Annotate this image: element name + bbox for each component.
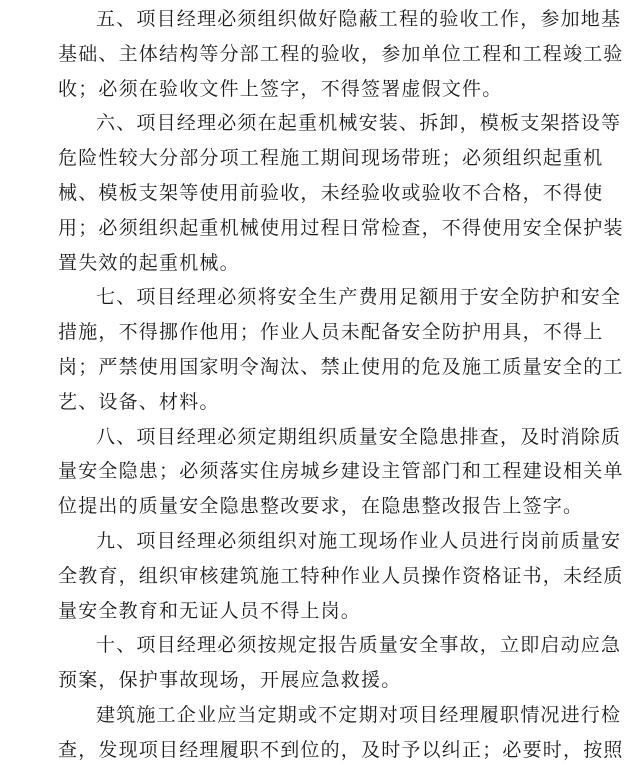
text-line: 九、项目经理必须组织对施工现场作业人员进行岗前质量安 xyxy=(96,529,622,552)
text-line: 用；必须组织起重机械使用过程日常检查，不得使用安全保护装 xyxy=(58,216,624,239)
paragraph-closing xyxy=(58,698,624,768)
paragraph-item-7 xyxy=(58,280,624,419)
text-line: 查，发现项目经理履职不到位的，及时予以纠正；必要时，按照 xyxy=(58,738,624,761)
text-line: 量安全隐患；必须落实住房城乡建设主管部门和工程建设相关单 xyxy=(58,460,624,483)
text-line: 全教育，组织审核建筑施工特种作业人员操作资格证书，未经质 xyxy=(58,564,624,587)
text-line: 位提出的质量安全隐患整改要求，在隐患整改报告上签字。 xyxy=(58,495,584,518)
text-line: 收；必须在验收文件上签字，不得签署虚假文件。 xyxy=(58,77,503,100)
text-line: 危险性较大分部分项工程施工期间现场带班；必须组织起重机 xyxy=(58,147,604,170)
text-line: 八、项目经理必须定期组织质量安全隐患排查，及时消除质 xyxy=(96,425,622,448)
paragraph-item-9 xyxy=(58,524,624,628)
text-line: 械、模板支架等使用前验收，未经验收或验收不合格，不得使 xyxy=(58,181,604,204)
text-line: 六、项目经理必须在起重机械安装、拆卸，模板支架搭设等 xyxy=(96,112,622,135)
text-line: 置失效的起重机械。 xyxy=(58,251,240,274)
text-line: 预案，保护事故现场，开展应急救援。 xyxy=(58,669,402,692)
text-line: 措施，不得挪作他用；作业人员未配备安全防护用具，不得上 xyxy=(58,321,604,344)
text-line: 十、项目经理必须按规定报告质量安全事故，立即启动应急 xyxy=(96,634,622,657)
text-line: 基础、主体结构等分部工程的验收，参加单位工程和工程竣工验 xyxy=(58,42,624,65)
text-line: 艺、设备、材料。 xyxy=(58,390,220,413)
paragraph-item-8 xyxy=(58,420,624,524)
paragraph-item-10 xyxy=(58,628,622,698)
text-line: 量安全教育和无证人员不得上岗。 xyxy=(58,599,362,622)
text-line: 岗；严禁使用国家明令淘汰、禁止使用的危及施工质量安全的工 xyxy=(58,355,624,378)
text-line: 建筑施工企业应当定期或不定期对项目经理履职情况进行检 xyxy=(96,703,622,726)
text-line: 七、项目经理必须将安全生产费用足额用于安全防护和安全 xyxy=(96,286,622,309)
paragraph-item-6 xyxy=(58,106,624,280)
paragraph-item-5 xyxy=(58,2,624,106)
text-line: 五、项目经理必须组织做好隐蔽工程的验收工作，参加地基 xyxy=(96,8,622,30)
